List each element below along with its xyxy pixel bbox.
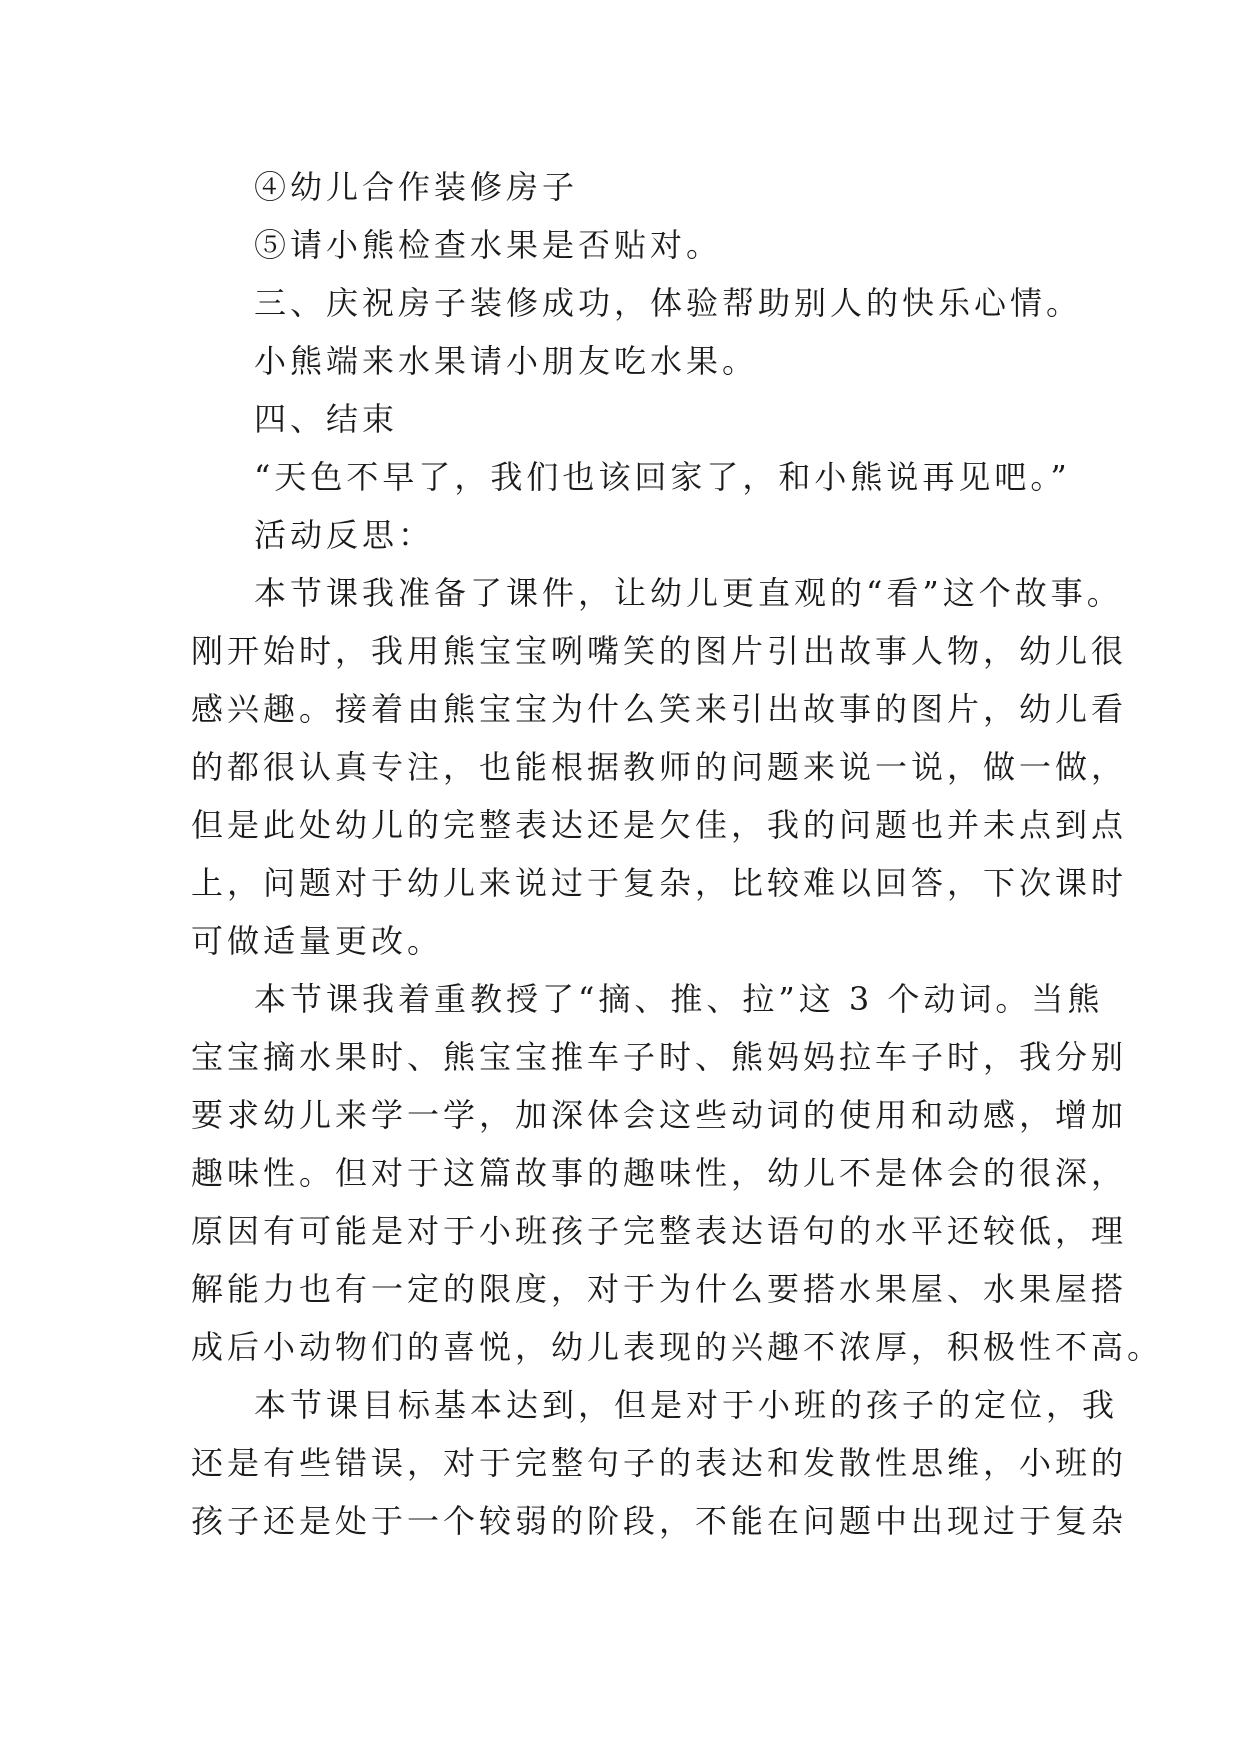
text-line: 本节课我着重教授了“摘、推、拉”这 3 个动词。当熊: [254, 980, 1104, 1018]
text-line: 的都很认真专注，也能根据教师的问题来说一说，做一做，: [191, 748, 1128, 786]
text-line: 孩子还是处于一个较弱的阶段，不能在问题中出现过于复杂: [191, 1502, 1128, 1540]
section-heading: 活动反思：: [254, 516, 435, 554]
text-line: 上，问题对于幼儿来说过于复杂，比较难以回答，下次课时: [191, 864, 1128, 902]
text-line: 可做适量更改。: [191, 922, 444, 960]
section-heading: 四、结束: [254, 400, 399, 438]
document-body: [191, 158, 1164, 1550]
text-line: 还是有些错误，对于完整句子的表达和发散性思维，小班的: [191, 1444, 1128, 1482]
text-line: 本节课我准备了课件，让幼儿更直观的“看”这个故事。: [254, 574, 1123, 612]
text-line: 要求幼儿来学一学，加深体会这些动词的使用和动感，增加: [191, 1096, 1128, 1134]
text-line: ⑤请小熊检查水果是否贴对。: [254, 226, 723, 264]
text-line: 原因有可能是对于小班孩子完整表达语句的水平还较低，理: [191, 1212, 1128, 1250]
text-line: 刚开始时，我用熊宝宝咧嘴笑的图片引出故事人物，幼儿很: [191, 632, 1128, 670]
text-line: 三、庆祝房子装修成功，体验帮助别人的快乐心情。: [254, 284, 1083, 322]
text-line: ④幼儿合作装修房子: [254, 168, 579, 206]
text-line: 小熊端来水果请小朋友吃水果。: [254, 342, 759, 380]
text-line: “天色不早了，我们也该回家了，和小熊说再见吧。”: [254, 458, 1071, 496]
text-line: 解能力也有一定的限度，对于为什么要搭水果屋、水果屋搭: [191, 1270, 1128, 1308]
text-line: 但是此处幼儿的完整表达还是欠佳，我的问题也并未点到点: [191, 806, 1128, 844]
text-line: 感兴趣。接着由熊宝宝为什么笑来引出故事的图片，幼儿看: [191, 690, 1128, 728]
text-line: 宝宝摘水果时、熊宝宝推车子时、熊妈妈拉车子时，我分别: [191, 1038, 1128, 1076]
text-line: 本节课目标基本达到，但是对于小班的孩子的定位，我: [254, 1386, 1119, 1424]
text-line: 趣味性。但对于这篇故事的趣味性，幼儿不是体会的很深，: [191, 1154, 1128, 1192]
text-line: 成后小动物们的喜悦，幼儿表现的兴趣不浓厚，积极性不高。: [191, 1328, 1164, 1366]
